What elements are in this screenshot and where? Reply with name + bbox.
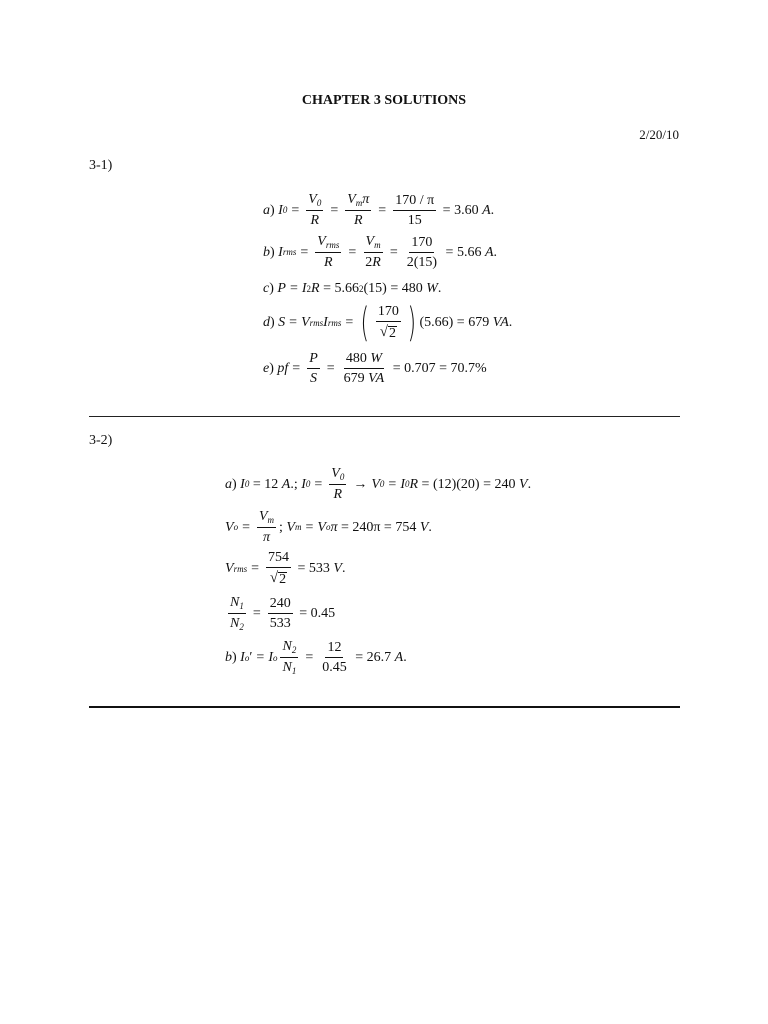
equation-3-1-a: a ) I 0 = $\frac{V_0}{R}$ = $\frac{V_m\pi}{R}$ = $\frac{170 / \pi}{15}$ = 3.60 A . xyxy=(263,192,495,228)
equation-3-2-vo: V o = $\frac{V_m}{\pi}$ ; V m = V o π = 240π = 754 V . xyxy=(225,509,432,545)
equation-3-1-c: c ) P = I 2 R = 5.66 2 (15) = 480 W . xyxy=(263,281,442,296)
equation-3-2-b: b ) I o ′ = I o $\frac{N_2}{N_1}$ = $\frac{12}{0.45}$ = 26.7 A . xyxy=(225,639,407,676)
equation-3-1-b: b ) I rms = $\frac{V_{rms}}{R}$ = $\frac{V_m}{2R}$ = $\frac{170}{2(15)}$ = 5.66 A . xyxy=(263,234,498,270)
problem-label-3-1: 3-1) xyxy=(89,158,113,173)
equation-3-1-e: e ) pf = $\frac{P}{S}$ = $\frac{480 W}{679 VA}$ = 0.707 = 70.7% xyxy=(263,351,487,386)
equation-3-2-vrms: V rms = 754 √ 2 = 533 V . xyxy=(225,550,346,587)
equation-3-2-ratio: $\frac{N_1}{N_2}$ = $\frac{240}{533}$ = 0.45 xyxy=(230,595,336,632)
date-stamp: 2/20/10 xyxy=(639,127,679,142)
problem-label-3-2: 3-2) xyxy=(89,433,113,448)
page-title: CHAPTER 3 SOLUTIONS xyxy=(301,93,467,108)
equation-3-2-a: a ) I 0 = 12 A .; I 0 = $\frac{V_0}{R}$ → V 0 = I 0 R = (12)(20) = 240 V . xyxy=(225,466,532,502)
divider-1 xyxy=(89,416,680,417)
equation-3-1-d: d ) S = V rms I rms = ( 170 √ 2 ) (5.66) = 679 VA . xyxy=(263,300,513,346)
divider-2 xyxy=(89,706,680,708)
